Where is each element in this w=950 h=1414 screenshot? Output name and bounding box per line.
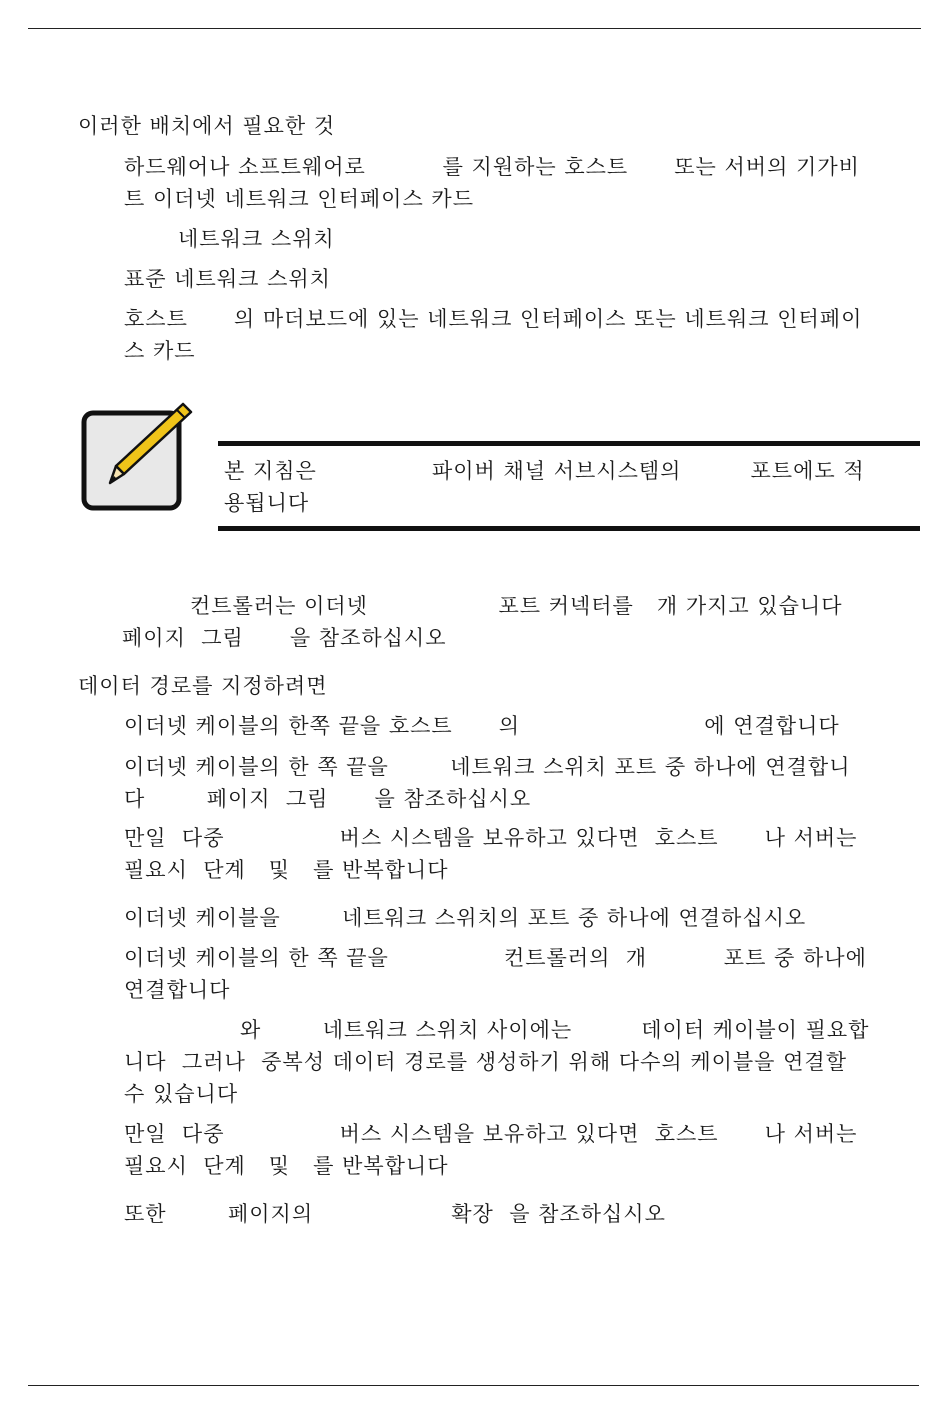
note-text: 본 지침은 파이버 채널 서브시스템의 포트에도 적: [224, 459, 865, 483]
step-line: 연결합니다: [124, 978, 231, 1002]
step-line: 이더넷 케이블의 한 쪽 끝을 네트워크 스위치 포트 중 하나에 연결합니: [124, 755, 851, 779]
connector-summary: 컨트롤러는 이더넷 포트 커넥터를 개 가지고 있습니다: [190, 594, 843, 618]
step-line: 만일 다중 버스 시스템을 보유하고 있다면 호스트 나 서버는: [124, 1122, 858, 1146]
pencil-note-icon: [80, 398, 196, 514]
header-rule: [28, 28, 921, 29]
requirement-item: 네트워크 스위치: [178, 227, 335, 251]
note-text: 용됩니다: [224, 491, 310, 515]
note-top-rule: [218, 441, 920, 446]
footer-rule: [28, 1385, 919, 1386]
requirement-item: 하드웨어나 소프트웨어로 를 지원하는 호스트 또는 서버의 기가비: [124, 155, 860, 179]
step-line: 또한 페이지의 확장 을 참조하십시오: [124, 1202, 666, 1226]
steps-heading: 데이터 경로를 지정하려면: [78, 674, 328, 698]
step-line: 이더넷 케이블을 네트워크 스위치의 포트 중 하나에 연결하십시오: [124, 906, 807, 930]
step-line: 다 페이지 그림 을 참조하십시오: [124, 787, 532, 811]
step-line: 이더넷 케이블의 한 쪽 끝을 컨트롤러의 개 포트 중 하나에: [124, 946, 867, 970]
step-line: 니다 그러나 중복성 데이터 경로를 생성하기 위해 다수의 케이블을 연결할: [124, 1050, 848, 1074]
requirement-item: 스 카드: [124, 339, 196, 363]
step-line: 필요시 단계 및 를 반복합니다: [124, 1154, 449, 1178]
step-line: 와 네트워크 스위치 사이에는 데이터 케이블이 필요합: [240, 1018, 870, 1042]
step-line: 이더넷 케이블의 한쪽 끝을 호스트 의 에 연결합니다: [124, 714, 840, 738]
requirement-item: 트 이더넷 네트워크 인터페이스 카드: [124, 187, 474, 211]
requirement-item: 표준 네트워크 스위치: [124, 267, 331, 291]
step-line: 만일 다중 버스 시스템을 보유하고 있다면 호스트 나 서버는: [124, 826, 858, 850]
step-line: 필요시 단계 및 를 반복합니다: [124, 858, 449, 882]
step-line: 수 있습니다: [124, 1082, 239, 1106]
connector-summary: 페이지 그림 을 참조하십시오: [122, 626, 447, 650]
requirement-item: 호스트 의 마더보드에 있는 네트워크 인터페이스 또는 네트워크 인터페이: [124, 307, 863, 331]
requirements-heading: 이러한 배치에서 필요한 것: [78, 114, 336, 138]
note-bottom-rule: [218, 526, 920, 531]
